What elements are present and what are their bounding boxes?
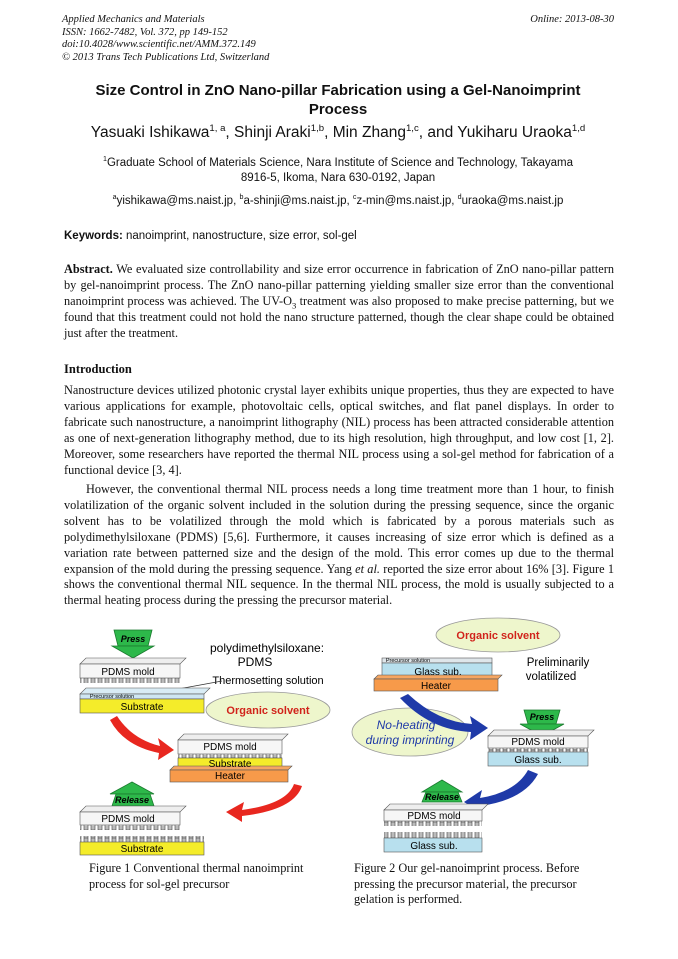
author-sup: 1,d (571, 122, 586, 134)
affiliation-line-2: 8916-5, Ikoma, Nara 630-0192, Japan (240, 172, 436, 184)
pdms-mold-label: PDMS mold (101, 667, 155, 678)
glass-label: Glass sub. (514, 755, 562, 766)
heater-label: Heater (214, 771, 246, 782)
abstract-sub: 3 (292, 300, 297, 311)
intro-p2-etal: et al. (355, 561, 380, 576)
precursor-label: Precursor solution (385, 658, 431, 664)
intro-p2-text-2: reported the size error about 16% [3]. Figure 1 shows the conventional thermal NIL sequence. In the thermal NIL process, the mold is usually subjected to a thermal heating process during the pressing the precursor material. (64, 561, 614, 608)
author-sup: 1, a (209, 122, 226, 134)
keywords (64, 230, 357, 242)
author-sep: , (324, 124, 333, 141)
substrate-label: Substrate (208, 759, 252, 770)
abstract-text-2: treatment was also proposed to make precise patterning, but we found that this treatment could not hold the nano structure patterned, though the clear shape could be obtained just after the treatment. (64, 293, 614, 340)
paper-title (62, 81, 614, 119)
journal-name: Applied Mechanics and Materials (62, 14, 205, 25)
glass-label: Glass sub. (410, 841, 458, 852)
pdms-mold-label: PDMS mold (407, 811, 461, 822)
pdms-definition-1: polydimethylsiloxane: (209, 641, 325, 655)
affiliation (72, 156, 604, 186)
author-list (62, 123, 614, 143)
substrate-label: Substrate (120, 702, 164, 713)
organic-solvent-label: Organic solvent (456, 630, 540, 642)
intro-paragraph-1: Nanostructure devices utilized photonic crystal layer exhibits unique properties, thus they are expected to have various applications for example, photovoltaic cells, optical switches, and flat panel displays. In order to fabricate such nanostructure, a nanoimprint lithography (NIL) process has been attracted considerable attention as one of next-generation lithography method, due to its high resolution, high throughput, and low cost [1, 2]. Moreover, some researchers have reported the thermal NIL process using a sol-gel method for fabrication of a functional device [3, 4]. (64, 383, 614, 477)
author-name: Shinji Araki (234, 124, 311, 141)
author-name: Yasuaki Ishikawa (90, 124, 210, 141)
glass-label: Glass sub. (414, 667, 462, 678)
email-sup: a (112, 193, 117, 202)
abstract-label: Abstract. (64, 262, 113, 276)
affiliation-line-1: Graduate School of Materials Science, Nara Institute of Science and Technology, Takayama (106, 157, 573, 169)
online-date: Online: 2013-08-30 (530, 14, 614, 25)
author-sep: , (225, 124, 235, 141)
red-arrow-1-icon (110, 716, 174, 760)
heater-label: Heater (420, 681, 452, 692)
figure-2-caption-line-2: pressing the precursor material, the precursor (354, 876, 577, 891)
release-label: Release (424, 792, 460, 802)
thermosetting-label: Thermosetting solution (212, 675, 324, 687)
abstract-text-1: We evaluated size controllability and size error occurrence in fabrication of ZnO nano-pillar pattern by gel-nanoimprint process. The ZnO nano-pillar patterning yielding smaller size error than the conventional nanoimprint process was achieved. The UV-O (64, 262, 614, 308)
email-link[interactable]: a-shinji@ms.naist.jp, (243, 195, 353, 207)
pdms-mold-label: PDMS mold (101, 814, 155, 825)
email-sup: b (239, 193, 244, 202)
prelim-label-1: Preliminarily (526, 657, 590, 669)
pdms-definition-2: PDMS (237, 655, 273, 669)
journal-header (62, 14, 614, 64)
figure-2-caption-line-3: gelation is performed. (354, 892, 463, 906)
substrate-label: Substrate (120, 844, 164, 855)
red-arrow-2-icon (226, 784, 302, 822)
intro-p2-text-1: However, the conventional thermal NIL process needs a long time treatment more than 1 hour, to finish volatilization of the organic solvent included in the solution during the pressing sequence, since the organic solvent has to be volatilized through the mold which is fabricated by a porous materials such as polydimethylsiloxane (PDMS) [5,6]. Furthermore, it causes increasing of size error which is defined as a variation rate between patterned size and the design of the mold. This error comes up due to the thermal expansion of the mold during the pressing sequence. Yang (64, 482, 614, 576)
email-list (62, 194, 614, 209)
figure-2-diagram (348, 614, 624, 864)
email-sup: d (457, 193, 462, 202)
figure-2-caption-line-1: Figure 2 Our gel-nanoimprint process. Before (354, 861, 580, 875)
abstract (64, 262, 614, 342)
press-label: Press (120, 634, 146, 644)
precursor-label: Precursor solution (89, 694, 135, 700)
press-label: Press (529, 712, 555, 722)
figure-1-diagram (62, 614, 342, 864)
email-link[interactable]: uraoka@ms.naist.jp (461, 195, 564, 207)
keywords-label: Keywords: (64, 230, 123, 242)
affiliation-sup: 1 (103, 155, 107, 164)
no-heating-label-1: No-heating (376, 718, 436, 732)
intro-paragraph-2 (64, 482, 614, 609)
figure-2-caption (354, 861, 622, 908)
organic-solvent-label: Organic solvent (226, 705, 310, 717)
author-name: Yukiharu Uraoka (457, 124, 572, 141)
pdms-mold-label: PDMS mold (511, 737, 565, 748)
prelim-label-2: volatilized (525, 671, 577, 683)
keywords-text: nanoimprint, nanostructure, size error, sol-gel (122, 230, 357, 242)
doi: doi:10.4028/www.scientific.net/AMM.372.149 (62, 39, 256, 50)
issn: ISSN: 1662-7482, Vol. 372, pp 149-152 (62, 26, 228, 38)
pdms-mold-label: PDMS mold (203, 742, 257, 753)
release-label: Release (114, 795, 150, 805)
email-link[interactable]: yishikawa@ms.naist.jp, (116, 195, 240, 207)
email-sup: c (352, 193, 357, 202)
author-sup: 1,c (405, 122, 419, 134)
email-link[interactable]: z-min@ms.naist.jp, (356, 195, 458, 207)
no-heating-cloud (352, 708, 468, 756)
author-sup: 1,b (310, 122, 325, 134)
figure-1-caption-line-1: Figure 1 Conventional thermal nanoimprint (89, 861, 304, 875)
copyright: © 2013 Trans Tech Publications Ltd, Switzerland (62, 51, 270, 63)
author-sep: , and (418, 124, 458, 141)
intro-heading: Introduction (64, 362, 132, 376)
figure-1-caption (89, 861, 341, 892)
title-line-2: Process (308, 101, 368, 118)
author-name: Min Zhang (332, 124, 406, 141)
title-line-1: Size Control in ZnO Nano-pillar Fabrication using a Gel-Nanoimprint (95, 82, 581, 99)
figure-1-caption-line-2: process for sol-gel precursor (89, 876, 230, 891)
no-heating-label-2: during imprinting (365, 733, 455, 747)
